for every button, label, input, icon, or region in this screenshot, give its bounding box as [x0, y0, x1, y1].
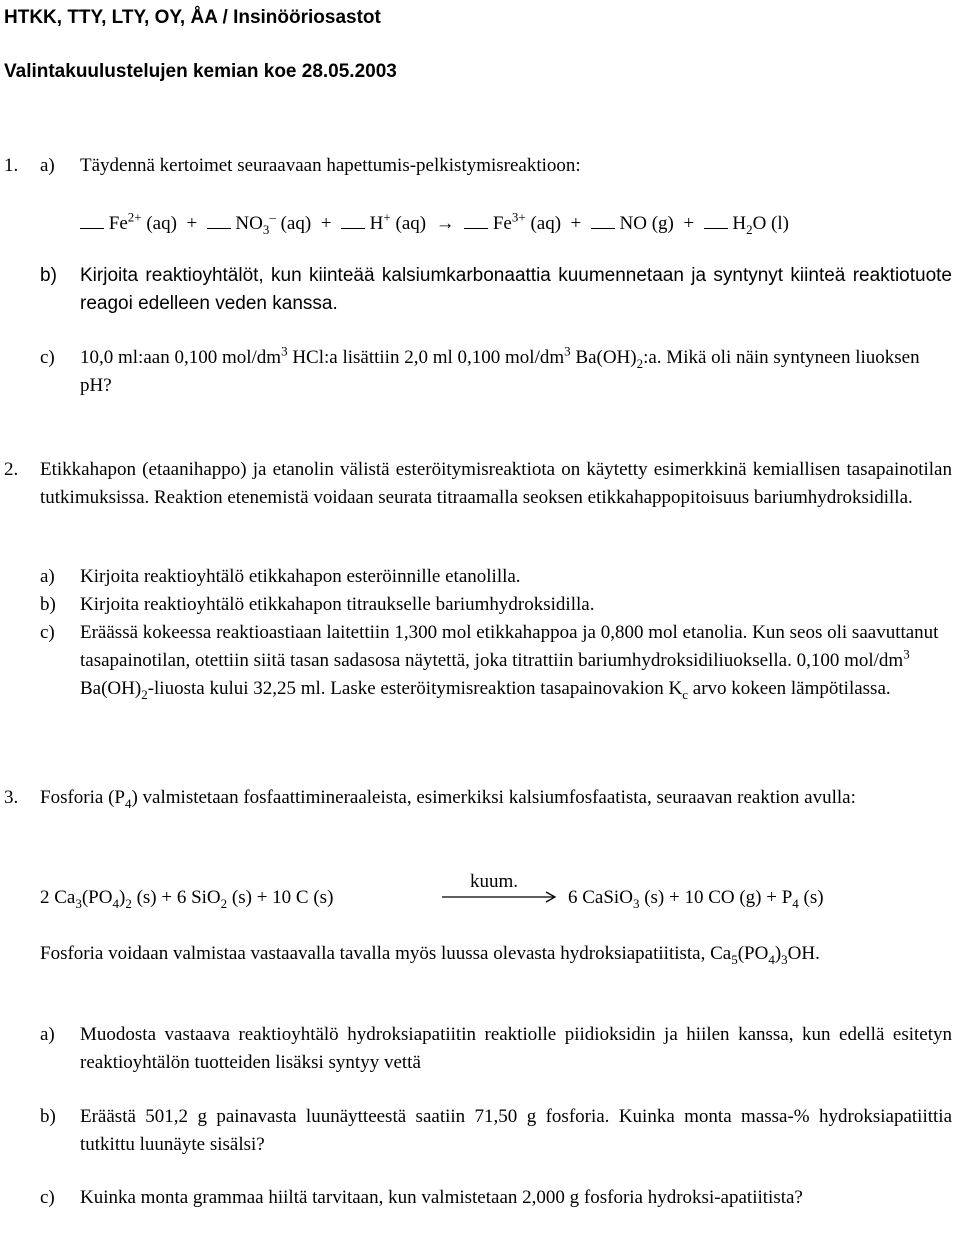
- q1c-label: c): [40, 347, 55, 368]
- coefficient-blank[interactable]: [464, 214, 488, 229]
- q2b-text: Kirjoita reaktioyhtälö etikkahapon titraukselle bariumhydroksidilla.: [80, 594, 595, 615]
- q1-redox-equation: $Fe^{2+}$ (aq) + $NO_3^-$ (aq) + H+ (aq) → $Fe^{3+}$ (aq) + NO (g) + $H_2O$ (l): [80, 210, 789, 238]
- question-3-intro: Fosforia $(P_4)$ valmistetaan fosfaattimineraaleista, esimerkiksi kalsiumfosfaatista, seuraavan reaktion avulla:: [40, 787, 856, 811]
- q3-reaction-left: 2 $Ca_3(PO_4)_2$ (s) + 6 SiO$_2$ (s) + 10 C (s): [40, 887, 334, 911]
- q3b-label: b): [40, 1106, 56, 1127]
- question-2b: [40, 591, 952, 619]
- question-1c: [40, 344, 952, 400]
- header-institutions: HTKK, TTY, LTY, OY, ÅA / Insinööriosastot: [4, 7, 381, 28]
- q3c-label: c): [40, 1187, 55, 1208]
- q2c-label: c): [40, 622, 55, 643]
- question-1a: [40, 152, 952, 180]
- question-2a: [40, 563, 952, 591]
- question-1b: [40, 262, 952, 318]
- q2c-text: Eräässä kokeessa reaktioastiaan laitettiin 1,300 mol etikkahappoa ja 0,800 mol etanolia. Kun seos oli saavuttanut tasapainotilan, otettiin siitä tasan sadasosa näytettä, joka titrattiin bariumhydroksidiliuoksella. 0,100 mol/$dm^3$ $Ba(OH)_2$-liuosta kului 32,25 ml. Laske esteröitymisreaktion tasapainovakion $K_c$ arvo kokeen lämpötilassa.: [80, 622, 939, 702]
- question-2c: [40, 619, 952, 703]
- question-3c: [40, 1184, 952, 1212]
- question-3b: [40, 1103, 952, 1159]
- q3c-text: Kuinka monta grammaa hiiltä tarvitaan, kun valmistetaan 2,000 g fosforia hydroksi-apatiitista?: [80, 1187, 803, 1208]
- header-exam-title: Valintakuulustelujen kemian koe 28.05.2003: [4, 61, 397, 82]
- coefficient-blank[interactable]: [704, 214, 728, 229]
- q3b-text: Eräästä 501,2 g painavasta luunäytteestä saatiin 71,50 g fosforia. Kuinka monta massa-% hydroksiapatiittia tutkittu luunäyte sisälsi?: [80, 1106, 952, 1155]
- question-3-paragraph: Fosforia voidaan valmistaa vastaavalla tavalla myös luussa olevasta hydroksiapatiitista, $Ca_5(PO_4)_3OH$.: [40, 943, 820, 967]
- q1b-text: Kirjoita reaktioyhtälöt, kun kiinteää kalsiumkarbonaattia kuumennetaan ja syntynyt kiinteä reaktiotuote reagoi edelleen veden kanssa.: [80, 265, 952, 314]
- coefficient-blank[interactable]: [591, 214, 615, 229]
- coefficient-blank[interactable]: [207, 214, 231, 229]
- arrow-label: kuum.: [470, 871, 519, 892]
- q3-reaction-right: 6 CaSiO$_3$ (s) + 10 CO $(g) + P_4$ (s): [568, 887, 824, 911]
- q2a-label: a): [40, 566, 55, 587]
- q1a-label: a): [40, 155, 55, 176]
- coefficient-blank[interactable]: [341, 214, 365, 229]
- q3a-label: a): [40, 1024, 55, 1045]
- q1b-label: b): [40, 265, 57, 286]
- question-3-number: 3.: [4, 787, 19, 808]
- q2a-text: Kirjoita reaktioyhtälö etikkahapon esteröinnille etanolilla.: [80, 566, 521, 587]
- q1c-text: 10,0 ml:aan 0,100 mol/$dm^3$ HCl:a lisättiin 2,0 ml 0,100 mol/$dm^3$ $Ba(OH)_2:a$. Mikä oli näin syntyneen liuoksen pH?: [80, 343, 920, 396]
- reaction-arrow-icon: →: [435, 213, 455, 234]
- q3a-text: Muodosta vastaava reaktioyhtälö hydroksiapatiitin reaktiolle piidioksidin ja hiilen kanssa, kun edellä esitetyn reaktioyhtälön tuotteiden lisäksi syntyy vettä: [80, 1024, 952, 1073]
- question-2-intro: Etikkahapon (etaanihappo) ja etanolin välistä esteröitymisreaktiota on käytetty esimerkkinä kemiallisen tasapainotilan tutkimuksissa. Reaktion etenemistä voidaan seurata titraamalla seoksen etikkahappopitoisuus bariumhydroksidilla.: [40, 459, 952, 508]
- coefficient-blank[interactable]: [80, 214, 104, 229]
- question-3a: [40, 1021, 952, 1077]
- reaction-arrow-icon: [440, 890, 560, 904]
- q2b-label: b): [40, 594, 56, 615]
- question-2-number: 2.: [4, 459, 19, 480]
- question-1-number: 1.: [4, 155, 19, 176]
- q1a-text: Täydennä kertoimet seuraavaan hapettumis-pelkistymisreaktioon:: [80, 155, 581, 176]
